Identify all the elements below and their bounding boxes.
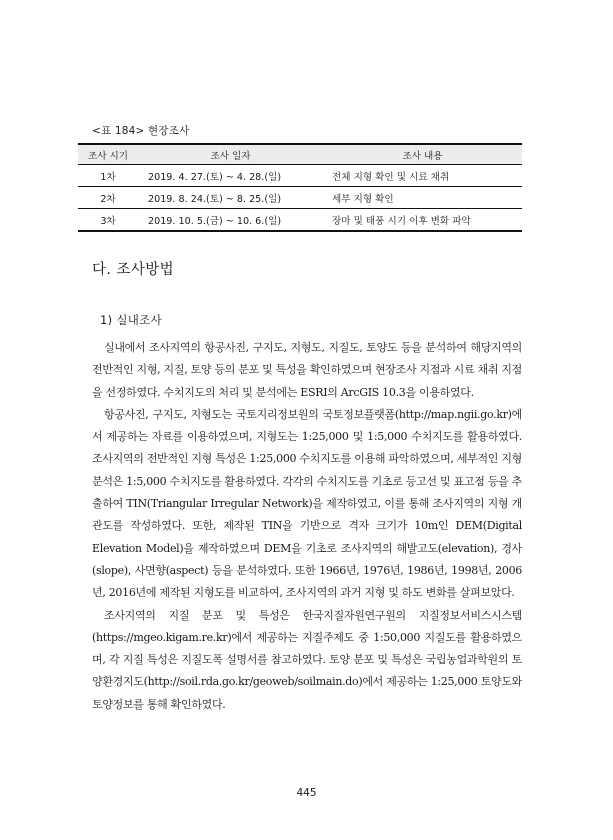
paragraph: 실내에서 조사지역의 항공사진, 구지도, 지형도, 지질도, 토양도 등을 분석하여 해당지역의 전반적인 지형, 지질, 토양 등의 분포 및 특성을 확인하였으며 현장조사 지점과 시료 채취 지점을 선정하였다. 수치지도의 처리 및 분석에는 ESRI의 ArcGIS 10.3을 이용하였다. — [92, 341, 523, 399]
cell-date: 2019. 10. 5.(금) ~ 10. 6.(일) — [138, 209, 323, 232]
table-caption: <표 184> 현장조사 — [92, 125, 190, 137]
cell-content: 장마 및 태풍 시기 이후 변화 파악 — [323, 209, 522, 232]
cell-period: 2차 — [78, 187, 138, 209]
table-row — [78, 209, 522, 232]
body-text — [92, 337, 522, 716]
cell-content: 세부 지형 확인 — [323, 187, 522, 209]
table-row — [78, 165, 522, 187]
header-survey-period: 조사 시기 — [78, 144, 138, 165]
survey-table — [78, 143, 522, 232]
paragraph: 항공사진, 구지도, 지형도는 국토지리정보원의 국토정보플랫폼(http://map.ngii.go.kr)에서 제공하는 자료를 이용하였으며, 지형도는 1:25,000 및 1:5,000 수치지도를 활용하였다. 조사지역의 전반적인 지형 특성은 1:25,000 수치지도를 이용해 파악하였으며, 세부적인 지형 분석은 1:5,000 수치지도를 활용하였다. 각각의 수치지도를 기초로 등고선 및 표고점 등을 추출하여 TIN(Triangular Irregular Network)을 제작하였고, 이를 통해 조사지역의 지형 개관도를 작성하였다. 또한, 제작된 TIN을 기반으로 격자 크기가 10m인 DEM(Digital Elevation Model)을 제작하였으며 DEM을 기초로 조사지역의 해발고도(elevation), 경사(slope), 사면향(aspect) 등을 분석하였다. 또한 1966년, 1976년, 1986년, 1998년, 2006년, 2016년에 제작된 지형도를 비교하여, 조사지역의 과거 지형 및 하도 변화를 살펴보았다. — [92, 407, 522, 600]
cell-period: 1차 — [78, 165, 138, 187]
paragraph: 조사지역의 지질 분포 및 특성은 한국지질자원연구원의 지질정보서비스시스템(https://mgeo.kigam.re.kr)에서 제공하는 지질주제도 중 1:50,000 지질도를 활용하였으며, 각 지질 특성은 지질도폭 설명서를 참고하였다. 토양 분포 및 특성은 국립농업과학원의 토양환경지도(http://soil.rda.go.kr/geoweb/soilmain.do)에서 제공하는 1:25,000 토양도와 토양정보를 통해 확인하였다. — [92, 608, 522, 711]
cell-date: 2019. 4. 27.(토) ~ 4. 28.(일) — [138, 165, 323, 187]
table-header-row — [78, 144, 522, 165]
section-title: 다. 조사방법 — [92, 262, 175, 278]
table-row — [78, 187, 522, 209]
page-number: 445 — [296, 787, 317, 799]
cell-period: 3차 — [78, 209, 138, 232]
subsection-title: 1) 실내조사 — [100, 313, 162, 327]
header-survey-date: 조사 일자 — [138, 144, 323, 165]
cell-content: 전체 지형 확인 및 시료 채취 — [323, 165, 522, 187]
cell-date: 2019. 8. 24.(토) ~ 8. 25.(일) — [138, 187, 323, 209]
header-survey-content: 조사 내용 — [323, 144, 522, 165]
